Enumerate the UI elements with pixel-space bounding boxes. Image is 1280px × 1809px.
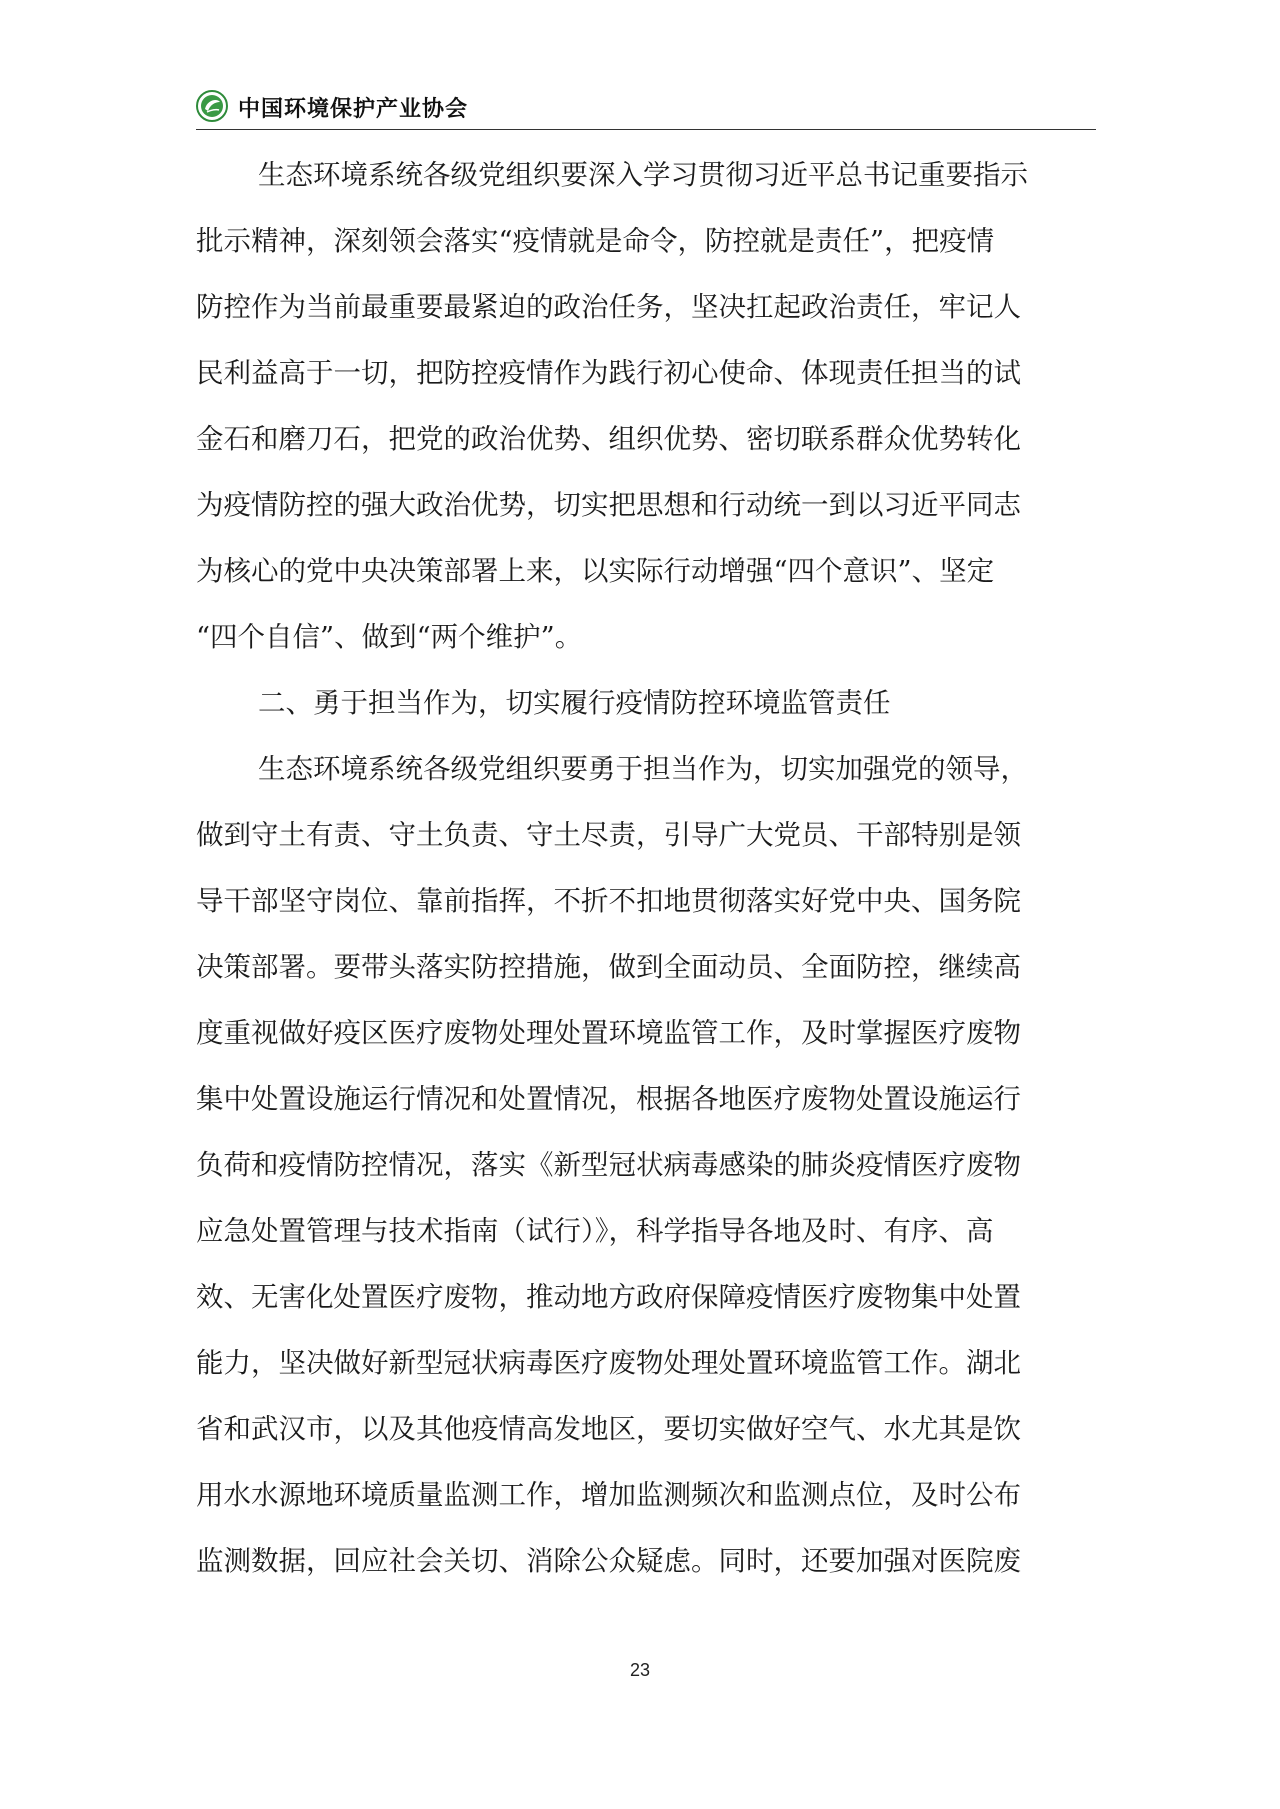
paragraph-line: 为核心的党中央决策部署上来，以实际行动增强“四个意识”、坚定 bbox=[196, 555, 995, 587]
paragraph-line: 省和武汉市，以及其他疫情高发地区，要切实做好空气、水尤其是饮 bbox=[196, 1413, 1021, 1445]
paragraph-line: 为疫情防控的强大政治优势，切实把思想和行动统一到以习近平同志 bbox=[196, 489, 1021, 521]
paragraph-line: 监测数据，回应社会关切、消除公众疑虑。同时，还要加强对医院废 bbox=[196, 1545, 1021, 1577]
paragraph-line: 应急处置管理与技术指南（试行）》，科学指导各地及时、有序、高 bbox=[196, 1215, 994, 1247]
paragraph-line: 效、无害化处置医疗废物，推动地方政府保障疫情医疗废物集中处置 bbox=[196, 1281, 1021, 1313]
paragraph-line: 生态环境系统各级党组织要深入学习贯彻习近平总书记重要指示 bbox=[258, 159, 1028, 191]
paragraph-line: 决策部署。要带头落实防控措施，做到全面动员、全面防控，继续高 bbox=[196, 951, 1021, 983]
paragraph-line: 负荷和疫情防控情况，落实《新型冠状病毒感染的肺炎疫情医疗废物 bbox=[196, 1149, 1021, 1181]
organization-name: 中国环境保护产业协会 bbox=[238, 97, 469, 122]
paragraph-line: 用水水源地环境质量监测工作，增加监测频次和监测点位，及时公布 bbox=[196, 1479, 1021, 1511]
paragraph-line: 度重视做好疫区医疗废物处理处置环境监管工作，及时掌握医疗废物 bbox=[196, 1017, 1021, 1049]
section-heading: 二、勇于担当作为，切实履行疫情防控环境监管责任 bbox=[258, 687, 891, 719]
paragraph-line: “四个自信”、做到“两个维护”。 bbox=[196, 621, 583, 653]
paragraph-line: 民利益高于一切，把防控疫情作为践行初心使命、体现责任担当的试 bbox=[196, 357, 1021, 389]
paragraph-line: 导干部坚守岗位、靠前指挥，不折不扣地贯彻落实好党中央、国务院 bbox=[196, 885, 1021, 917]
paragraph-line: 生态环境系统各级党组织要勇于担当作为，切实加强党的领导， bbox=[258, 753, 1028, 785]
paragraph-line: 做到守土有责、守土负责、守土尽责，引导广大党员、干部特别是领 bbox=[196, 819, 1021, 851]
paragraph-line: 集中处置设施运行情况和处置情况，根据各地医疗废物处置设施运行 bbox=[196, 1083, 1021, 1115]
paragraph-line: 金石和磨刀石，把党的政治优势、组织优势、密切联系群众优势转化 bbox=[196, 423, 1021, 455]
page-number: 23 bbox=[629, 1660, 651, 1680]
paragraph-line: 防控作为当前最重要最紧迫的政治任务，坚决扛起政治责任，牢记人 bbox=[196, 291, 1021, 323]
paragraph-line: 批示精神，深刻领会落实“疫情就是命令，防控就是责任”，把疫情 bbox=[196, 225, 995, 257]
paragraph-line: 能力，坚决做好新型冠状病毒医疗废物处理处置环境监管工作。湖北 bbox=[196, 1347, 1021, 1379]
